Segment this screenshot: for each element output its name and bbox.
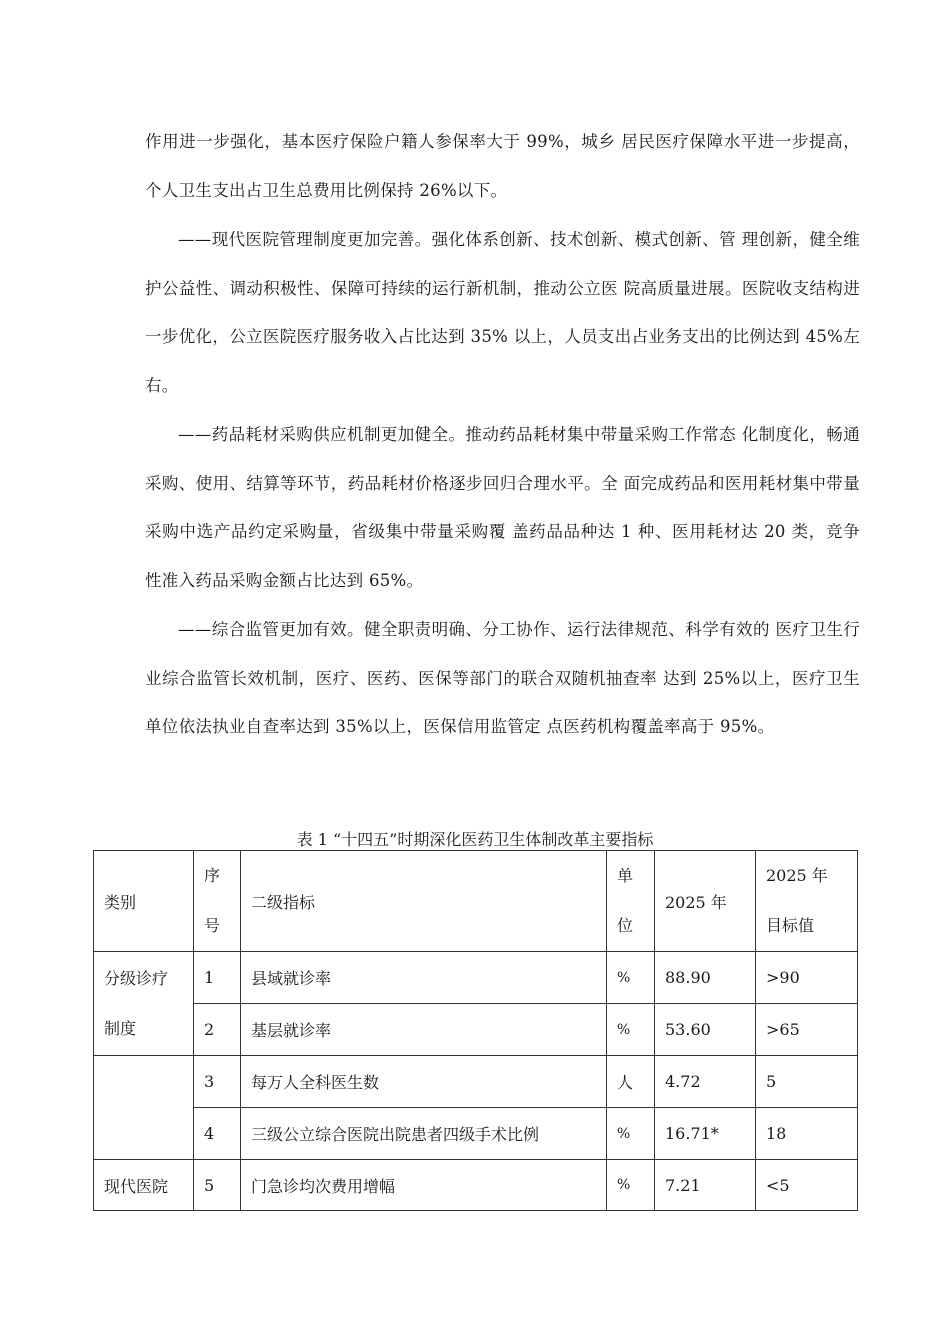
paragraph-hospital-management: ——现代医院管理制度更加完善。强化体系创新、技术创新、模式创新、管 理创新，健全维护公益性、调动积极性、保障可持续的运行新机制，推动公立医 院高质量进展。医院收支结构进一步优化，公立医院医疗服务收入占比达到 35% 以上，人员支出占业务支出的比例达到 45%左右。 [145, 230, 860, 395]
header-category: 类别 [94, 851, 194, 952]
cell-unit: % [607, 1108, 655, 1160]
cell-unit: % [607, 1160, 655, 1211]
paragraph-insurance: 作用进一步强化，基本医疗保险户籍人参保率大于 99%，城乡 居民医疗保障水平进一步提高，个人卫生支出占卫生总费用比例保持 26%以下。 [145, 132, 860, 200]
cell-seq: 5 [194, 1160, 241, 1211]
group-empty [94, 1056, 194, 1160]
cell-value: 7.21 [655, 1160, 756, 1211]
table-row [94, 952, 858, 1004]
cell-seq: 4 [194, 1108, 241, 1160]
cell-value: 16.71* [655, 1108, 756, 1160]
cell-target: >90 [756, 952, 858, 1004]
table-row [94, 1004, 858, 1056]
cell-indicator: 每万人全科医生数 [241, 1056, 607, 1108]
header-unit: 单 位 [607, 851, 655, 952]
cell-indicator: 基层就诊率 [241, 1004, 607, 1056]
header-2025: 2025 年 [655, 851, 756, 952]
indicator-table [93, 850, 858, 1211]
paragraph-supervision: ——综合监管更加有效。健全职责明确、分工协作、运行法律规范、科学有效的 医疗卫生行业综合监管长效机制，医疗、医药、医保等部门的联合双随机抽查率 达到 25%以上，医疗卫生单位依法执业自查率达到 35%以上，医保信用监管定 点医药机构覆盖率高于 95%。 [145, 620, 860, 736]
header-seq: 序 号 [194, 851, 241, 952]
table-row [94, 1108, 858, 1160]
cell-seq: 3 [194, 1056, 241, 1108]
table-header-row [94, 851, 858, 952]
cell-value: 53.60 [655, 1004, 756, 1056]
table-row [94, 1056, 858, 1108]
cell-indicator: 三级公立综合医院出院患者四级手术比例 [241, 1108, 607, 1160]
cell-unit: % [607, 1004, 655, 1056]
table-row [94, 1160, 858, 1211]
table-caption: 表 1 “十四五”时期深化医药卫生体制改革主要指标 [296, 830, 654, 849]
cell-seq: 2 [194, 1004, 241, 1056]
group-tiered-diagnosis: 分级诊疗 制度 [94, 952, 194, 1056]
cell-target: 18 [756, 1108, 858, 1160]
cell-target: 5 [756, 1056, 858, 1108]
cell-target: >65 [756, 1004, 858, 1056]
header-target: 2025 年 目标值 [756, 851, 858, 952]
cell-unit: 人 [607, 1056, 655, 1108]
header-indicator: 二级指标 [241, 851, 607, 952]
cell-indicator: 门急诊均次费用增幅 [241, 1160, 607, 1211]
cell-value: 4.72 [655, 1056, 756, 1108]
cell-target: <5 [756, 1160, 858, 1211]
cell-unit: % [607, 952, 655, 1004]
cell-indicator: 县域就诊率 [241, 952, 607, 1004]
cell-seq: 1 [194, 952, 241, 1004]
group-modern-hospital: 现代医院 [94, 1160, 194, 1211]
cell-value: 88.90 [655, 952, 756, 1004]
paragraph-drug-procurement: ——药品耗材采购供应机制更加健全。推动药品耗材集中带量采购工作常态 化制度化，畅通采购、使用、结算等环节，药品耗材价格逐步回归合理水平。全 面完成药品和医用耗材集中带量采购中选产品约定采购量，省级集中带量采购覆 盖药品品种达 1 种、医用耗材达 20 类，竞争性准入药品采购金额占比达到 65%。 [145, 425, 860, 590]
